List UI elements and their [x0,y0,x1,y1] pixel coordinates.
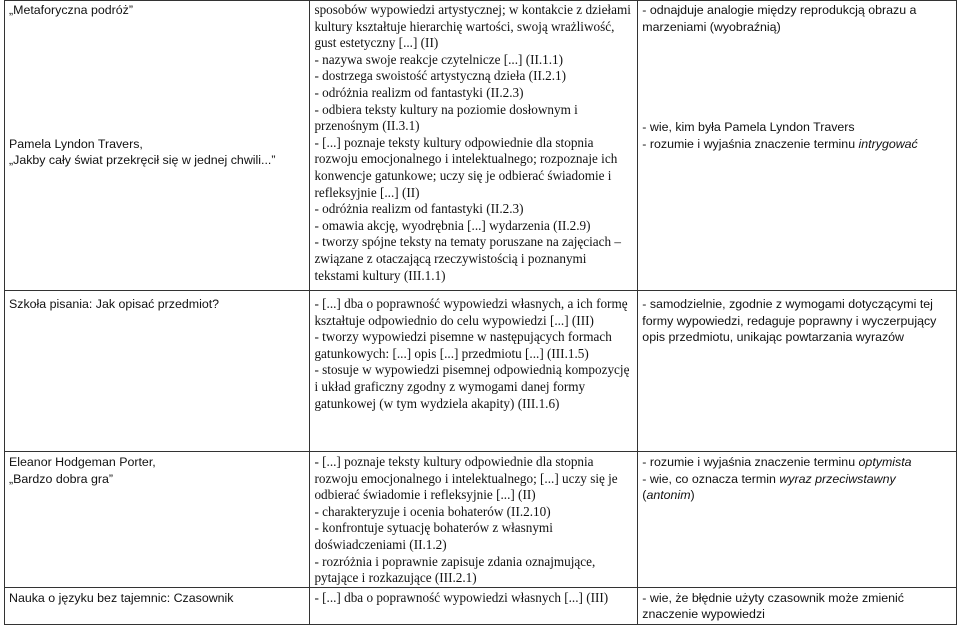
skill-line [642,471,952,504]
table-row [5,291,957,452]
topic-cell [5,291,310,452]
skill-line: - wie, że błędnie użyty czasownik może zmienić znaczenie wypowiedzi [642,590,904,622]
skill-text: - rozumie i wyjaśnia znaczenie terminu [642,136,859,151]
topic-title: Nauka o języku bez tajemnic: Czasownik [9,590,234,605]
skill-text: - wie, co oznacza termin [642,471,780,486]
skill-term: optymista [858,455,912,469]
skill-line [642,454,952,471]
requirement-line: - [...] poznaje teksty kultury odpowiednie dla stopnia rozwoju emocjonalnego i intelektualnego; rozpoznaje ich konwencje gatunkowe; uczy się je odbierać świadomie i refleksyjnie [...] (II) [314,134,618,200]
skills-cell [638,291,957,452]
requirement-line: - odbiera teksty kultury na poziomie dosłownym i przenośnym (II.3.1) [314,101,578,134]
requirement-line: - tworzy spójne teksty na tematy poruszane na zajęciach – związane z otaczającą rzeczywistością i poznanymi tekstami kultury (III.1.1) [314,234,621,283]
requirement-line: - stosuje w wypowiedzi pisemnej odpowiednią kompozycję i układ graficzny zgodny z wymogami danej formy gatunkowej (w tym wydziela akapity) (III.1.6) [314,362,630,411]
topic-title: „Metaforyczna podróż” [9,3,133,17]
requirement-line: sposobów wypowiedzi artystycznej; w kontakcie z dziełami kultury kształtuje hierarchię wartości, swoją wrażliwość, gust estetyczny [...] (II) [314,2,631,51]
requirement-line: - konfrontuje sytuację bohaterów z własnymi doświadczeniami (II.1.2) [314,520,553,552]
topic-title: Szkoła pisania: Jak opisać przedmiot? [9,297,220,311]
requirement-line: - [...] dba o poprawność wypowiedzi własnych [...] (III) [314,589,609,605]
text-title: „Jakby cały świat przekręcił się w jednej chwili...” [9,153,276,168]
requirements-cell [310,291,638,452]
requirement-line: - dostrzega swoistość artystyczną dzieła (II.2.1) [314,68,567,84]
skill-line: - wie, kim była Pamela Lyndon Travers [642,120,855,135]
skill-line: - samodzielnie, zgodnie z wymogami dotyczącymi tej formy wypowiedzi, redaguje poprawny i wyczerpujący opis przedmiotu, unikając powtarzania wyrazów [642,297,937,345]
skill-text: ) [690,488,695,503]
topic-cell [5,587,310,624]
table-row [5,1,957,291]
skill-line [642,136,952,153]
requirement-line: - odróżnia realizm od fantastyki (II.2.3) [314,84,524,100]
requirement-line: - [...] dba o poprawność wypowiedzi własnych, a ich formę kształtuje odpowiednio do celu wypowiedzi [...] (III) [314,296,628,328]
requirement-line: - nazywa swoje reakcje czytelnicze [...] (II.1.1) [314,51,564,67]
topic-cell [5,1,310,291]
curriculum-table [4,0,957,625]
table-row [5,452,957,588]
requirements-cell [310,587,638,624]
skills-cell [638,1,957,291]
skill-term: intrygować [858,136,918,151]
requirement-line: - charakteryzuje i ocenia bohaterów (II.2.10) [314,503,551,519]
skill-text: - rozumie i wyjaśnia znaczenie terminu [642,455,859,469]
skills-cell [638,587,957,624]
requirement-line: - tworzy wypowiedzi pisemne w następujących formach gatunkowych: [...] opis [...] przedmiotu [...] (III.1.5) [314,329,612,361]
skill-line: - odnajduje analogie między reprodukcją obrazu a marzeniami (wyobraźnią) [642,3,917,34]
requirement-line: - [...] poznaje teksty kultury odpowiednie dla stopnia rozwoju emocjonalnego i intelektualnego; [...] uczy się je odbierać świadomie i refleksyjnie [...] (II) [314,454,618,503]
skills-cell [638,452,957,588]
text-title: „Bardzo dobra gra” [9,471,113,486]
skill-text: ( [642,488,647,503]
author-name: Eleanor Hodgeman Porter, [9,455,156,469]
requirements-cell [310,1,638,291]
skill-term: wyraz przeciwstawny [779,471,896,486]
skill-term: antonim [646,488,691,503]
topic-cell [5,452,310,588]
requirement-line: - rozróżnia i poprawnie zapisuje zdania oznajmujące, pytające i rozkazujące (III.2.1) [314,553,596,586]
author-name: Pamela Lyndon Travers, [9,136,143,151]
table-row [5,587,957,624]
requirement-line: - odróżnia realizm od fantastyki (II.2.3) [314,201,524,217]
requirements-cell [310,452,638,588]
requirement-line: - omawia akcję, wyodrębnia [...] wydarzenia (II.2.9) [314,217,591,233]
